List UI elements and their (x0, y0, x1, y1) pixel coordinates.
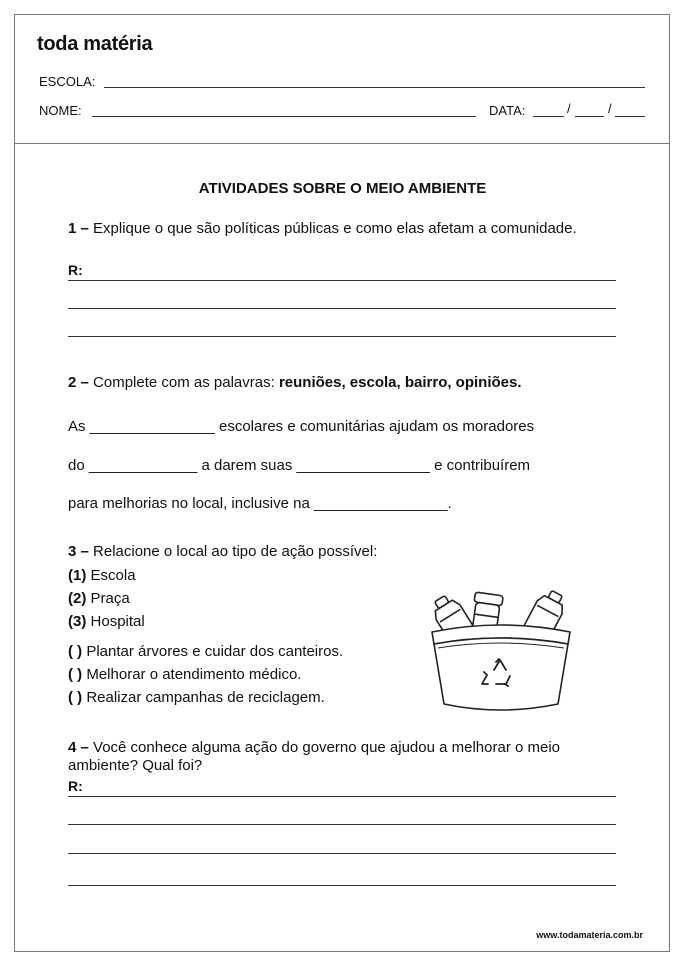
question-text: Complete com as palavras: (93, 374, 275, 391)
answer-line[interactable] (68, 336, 616, 337)
answer-line[interactable] (68, 796, 616, 797)
question-text: Relacione o local ao tipo de ação possível: (93, 543, 378, 560)
answer-checkbox[interactable]: ( ) (68, 643, 83, 660)
place-label: Hospital (90, 613, 145, 630)
word-bank: reuniões, escola, bairro, opiniões. (278, 374, 522, 391)
place-option (68, 613, 145, 630)
answer-line[interactable] (68, 824, 616, 825)
worksheet-frame (14, 14, 670, 952)
answer-label: R: (68, 262, 83, 278)
date-day-line[interactable] (533, 116, 564, 117)
fill-in-sentence-line[interactable]: para melhorias no local, inclusive na ________________. (68, 495, 452, 512)
page-title: ATIVIDADES SOBRE O MEIO AMBIENTE (198, 180, 487, 197)
answer-label: R: (68, 778, 83, 794)
action-option[interactable] (68, 689, 325, 706)
answer-checkbox[interactable]: ( ) (68, 689, 83, 706)
place-option (68, 590, 130, 607)
fill-in-sentence-line[interactable]: do _____________ a darem suas ________________ e contribuírem (68, 457, 531, 474)
escola-field-line[interactable] (104, 87, 645, 88)
answer-line[interactable] (68, 885, 616, 886)
answer-line[interactable] (68, 853, 616, 854)
header-separator (14, 143, 670, 144)
date-month-line[interactable] (575, 116, 604, 117)
place-label: Escola (90, 567, 136, 584)
question-number: 1 – (68, 220, 89, 237)
question-text: Você conhece alguma ação do governo que ajudou a melhorar o meio ambiente? Qual foi? (68, 739, 561, 774)
action-label: Plantar árvores e cuidar dos canteiros. (86, 643, 344, 660)
question-2 (68, 374, 628, 392)
place-option (68, 567, 136, 584)
action-label: Melhorar o atendimento médico. (86, 666, 302, 683)
footer-url: www.todamateria.com.br (536, 930, 643, 940)
date-separator: / (567, 101, 571, 116)
place-number: (1) (68, 567, 87, 584)
question-4 (68, 739, 628, 775)
recycling-bin-illustration (424, 588, 576, 716)
data-label: DATA: (489, 103, 526, 118)
action-label: Realizar campanhas de reciclagem. (86, 689, 325, 706)
nome-label: NOME: (39, 103, 82, 118)
question-1 (68, 220, 628, 238)
action-option[interactable] (68, 643, 343, 660)
brand-logo: toda matéria (37, 33, 153, 55)
question-number: 3 – (68, 543, 89, 560)
escola-label: ESCOLA: (39, 74, 96, 89)
question-3 (68, 543, 628, 561)
answer-line[interactable] (68, 308, 616, 309)
place-label: Praça (90, 590, 130, 607)
place-number: (3) (68, 613, 87, 630)
question-text: Explique o que são políticas públicas e como elas afetam a comunidade. (93, 220, 577, 237)
answer-line[interactable] (68, 280, 616, 281)
place-number: (2) (68, 590, 87, 607)
fill-in-sentence-line[interactable]: As _______________ escolares e comunitárias ajudam os moradores (68, 418, 535, 435)
date-year-line[interactable] (615, 116, 645, 117)
question-number: 4 – (68, 739, 89, 756)
action-option[interactable] (68, 666, 301, 683)
nome-field-line[interactable] (92, 116, 476, 117)
question-number: 2 – (68, 374, 89, 391)
date-separator: / (608, 101, 612, 116)
answer-checkbox[interactable]: ( ) (68, 666, 83, 683)
